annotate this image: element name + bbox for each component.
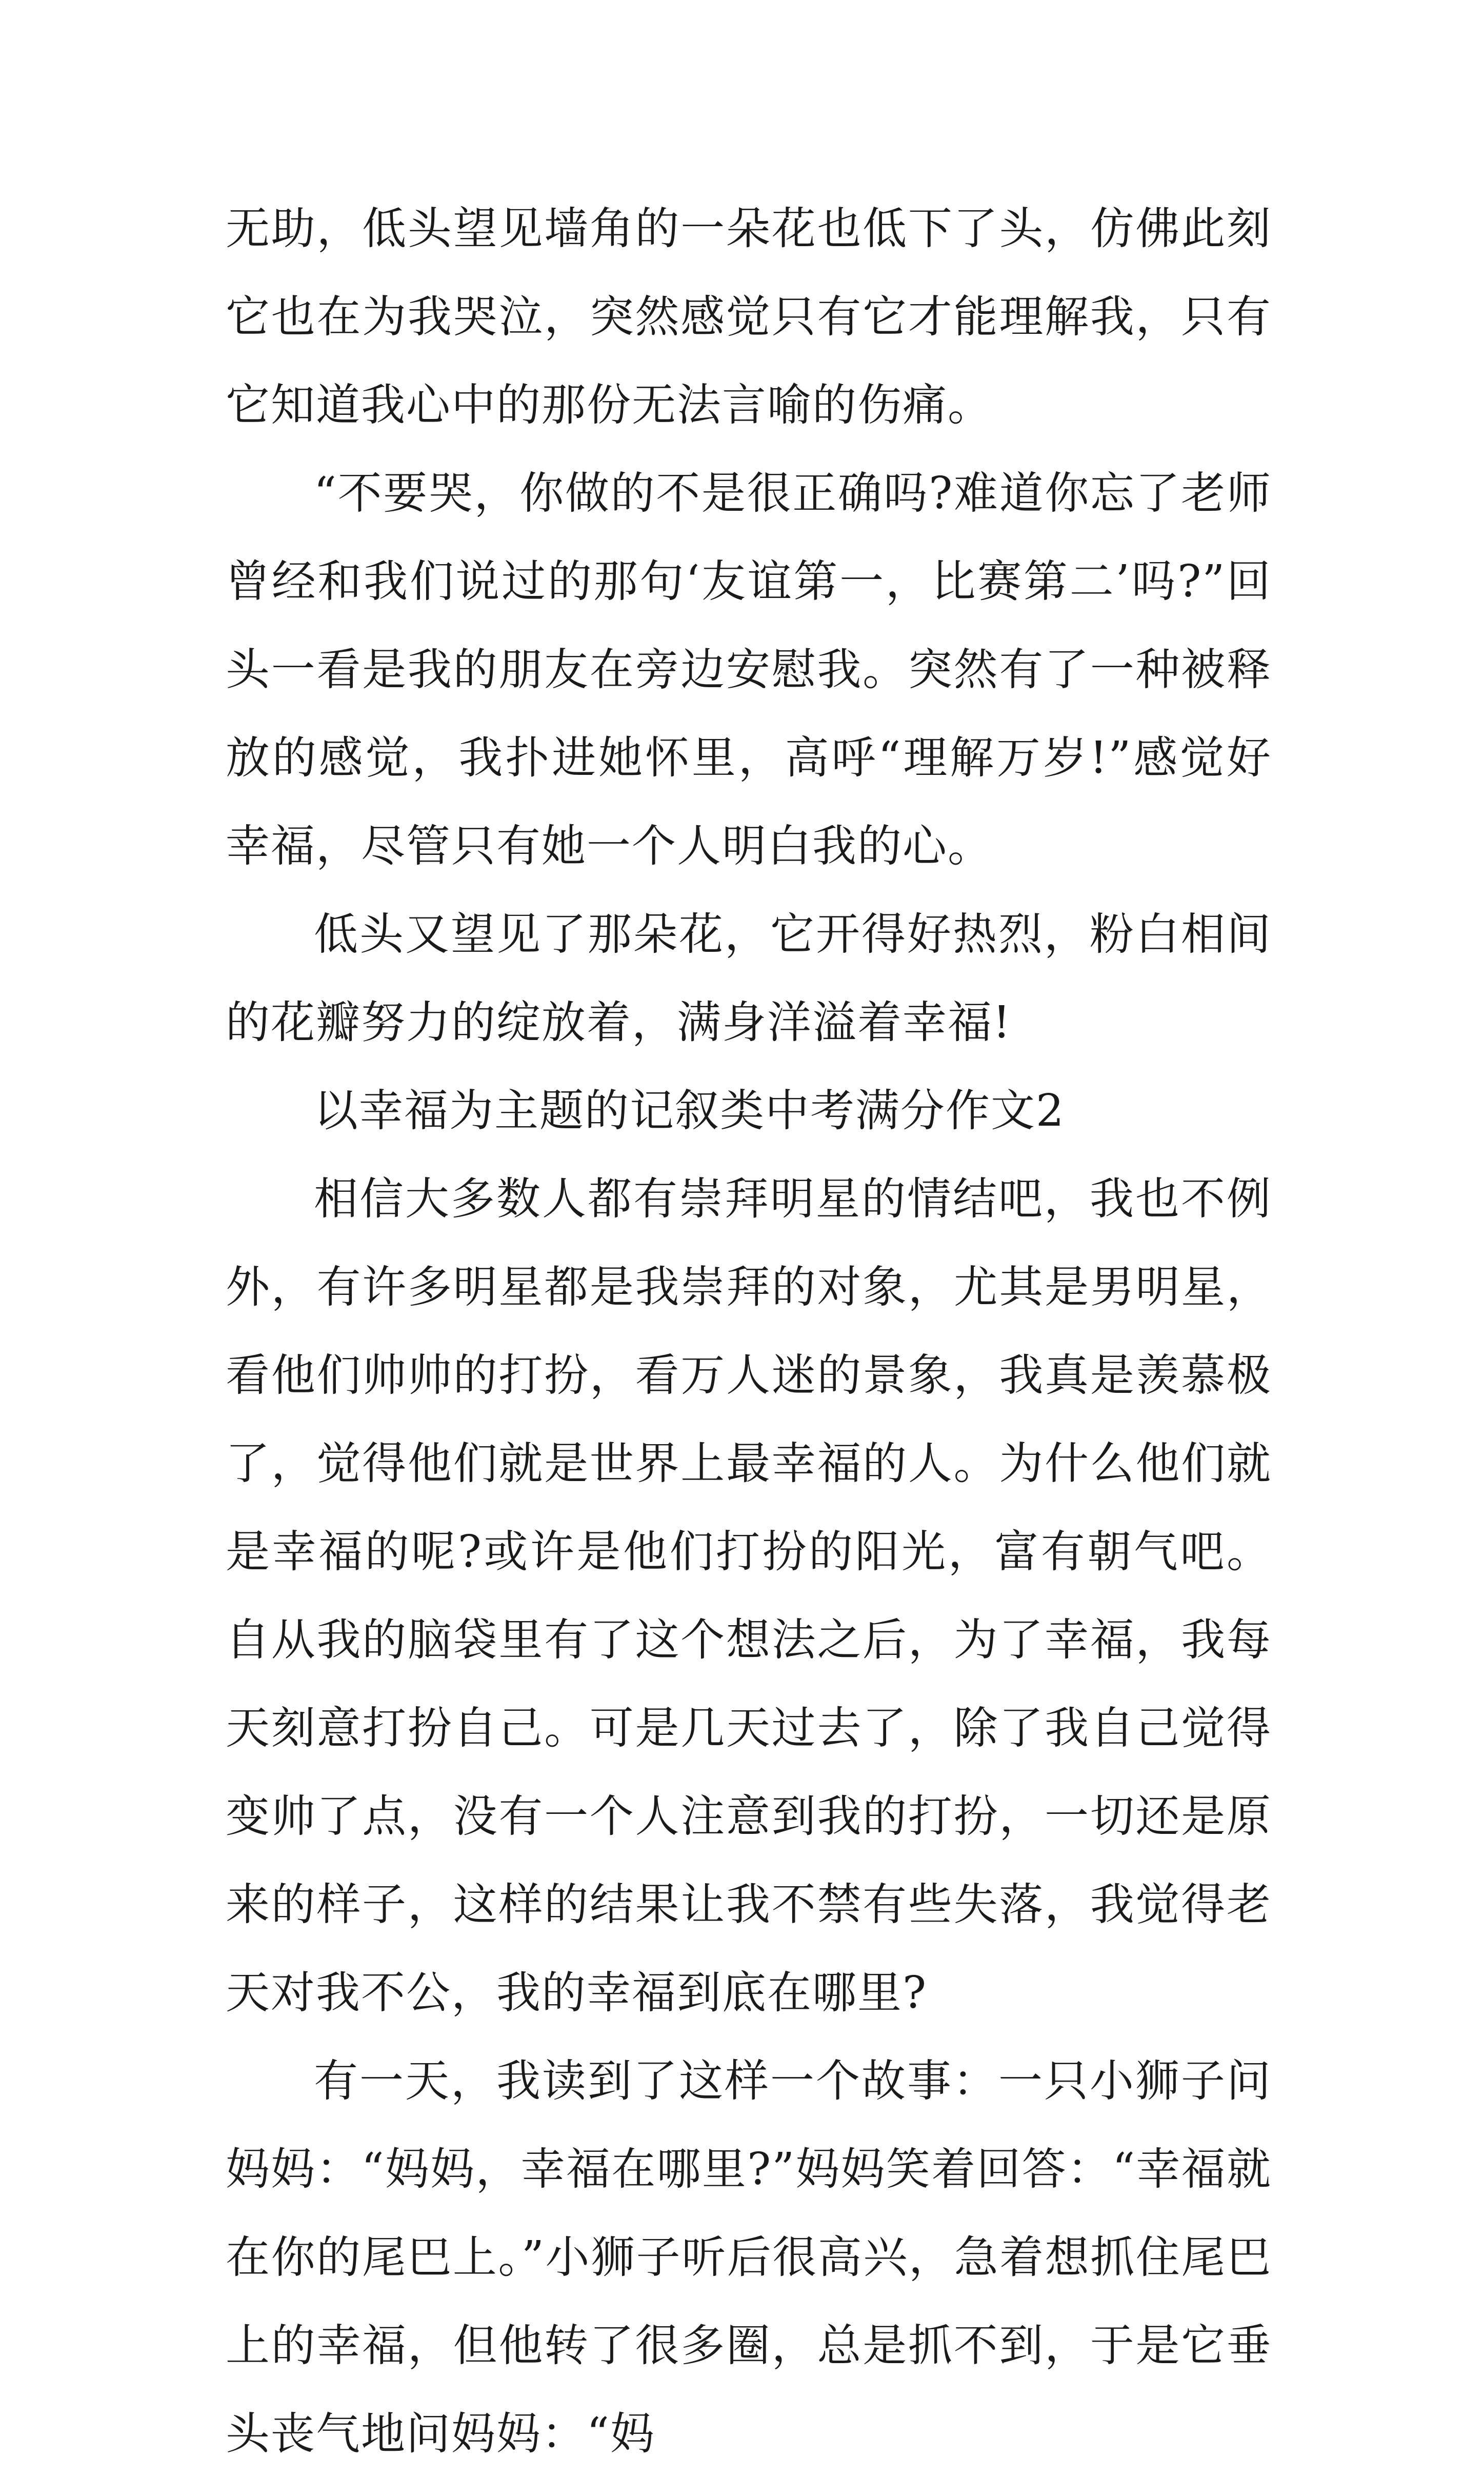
paragraph-2: “不要哭，你做的不是很正确吗?难道你忘了老师曾经和我们说过的那句‘友谊第一，比赛第二’吗?”回头一看是我的朋友在旁边安慰我。突然有了一种被释放的感觉，我扑进她怀里，高呼“理解万岁!”感觉好幸福，尽管只有她一个人明白我的心。 bbox=[226, 468, 1272, 872]
paragraph-4: 相信大多数人都有崇拜明星的情结吧，我也不例外，有许多明星都是我崇拜的对象，尤其是男明星，看他们帅帅的打扮，看万人迷的景象，我真是羡慕极了，觉得他们就是世界上最幸福的人。为什么他们就是幸福的呢?或许是他们打扮的阳光，富有朝气吧。自从我的脑袋里有了这个想法之后，为了幸福，我每天刻意打扮自己。可是几天过去了，除了我自己觉得变帅了点，没有一个人注意到我的打扮，一切还是原来的样子，这样的结果让我不禁有些失落，我觉得老天对我不公，我的幸福到底在哪里? bbox=[226, 1173, 1272, 2019]
paragraph-3: 低头又望见了那朵花，它开得好热烈，粉白相间的花瓣努力的绽放着，满身洋溢着幸福! bbox=[226, 909, 1272, 1048]
section-title: 以幸福为主题的记叙类中考满分作文2 bbox=[314, 1085, 1065, 1136]
paragraph-1: 无助，低头望见墙角的一朵花也低下了头，仿佛此刻它也在为我哭泣，突然感觉只有它才能理解我，只有它知道我心中的那份无法言喻的伤痛。 bbox=[226, 203, 1272, 431]
paragraph-5: 有一天，我读到了这样一个故事：一只小狮子问妈妈：“妈妈，幸福在哪里?”妈妈笑着回答：“幸福就在你的尾巴上。”小狮子听后很高兴，急着想抓住尾巴上的幸福，但他转了很多圈，总是抓不到，于是它垂头丧气地问妈妈：“妈 bbox=[226, 2055, 1272, 2460]
document-body bbox=[226, 185, 1272, 2478]
